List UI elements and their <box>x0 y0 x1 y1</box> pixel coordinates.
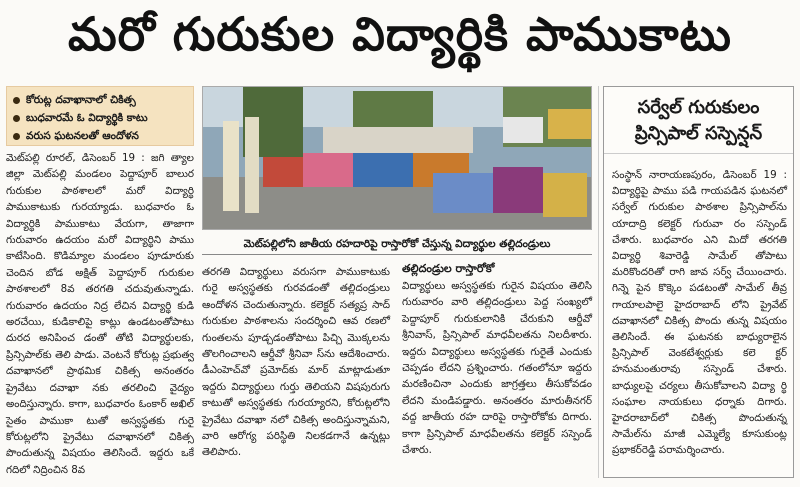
article-column-3: విద్యార్థులు అస్వస్థతకు గురైన విషయం తెలిసి గురువారం వారి తల్లిదండ్రులు పెద్ద సంఖ్యలో పెద్దాపూర్‌ గురుకులానికి చేరుకుని ఆర్డీవో శ్రీనివాస్‌, ప్రిన్సిపాల్‌ మాధవీలతను నిలదీశారు. ఇద్దరు విద్యార్థులు అస్వస్థతకు గురైతే ఎందుకు చెప్పడం లేదని ప్రశ్నించారు. గతంలోనూ ఇద్దరు మరణించినా ఎందుకు జాగ్రత్తలు తీసుకోవడం లేదని మండిపడ్డారు. అనంతరం మారుతీనగర్‌ వద్ద జాతీయ రహ దారిపై రాస్తారోకోకు దిగారు. కాగా ప్రిన్సిపాల్‌ మాధవీలతను కలెక్టర్‌ సస్పెండ్‌ చేశారు. <box>402 280 592 457</box>
highlights-box <box>6 86 194 146</box>
column-divider <box>598 86 599 478</box>
bullet-icon <box>13 97 20 104</box>
article-column-2: తరగతి విద్యార్థులు వరుసగా పాముకాటుకు గురై అస్వస్థతకు గురవడంతో తల్లిదండ్రులు ఆందోళన చెందుతున్నారు. కలెక్టర్‌ సత్యప్ర సాద్‌ గురుకుల పాఠశాలను సందర్శించి ఆవ రణలో గుంతలను పూడ్చడంతోపాటు పిచ్చి మొక్కలను తొలగించాలని ఆర్డీవో శ్రీనివా స్‌ను ఆదేశించారు. డీఎంహెచ్‌వో ప్రమోద్‌కు మార్‌ మాట్లాడుతూ ఇద్దరు విద్యార్థులు గుర్తు తెలియని విషపురుగు కాటుతో అస్వస్థతకు గురయ్యారని, కోరుట్లలోని ప్రైవేటు దవాఖా నలో చికిత్స అందిస్తున్నామని, వారి ఆరోగ్య పరిస్థితి నిలకడగానే ఉన్నట్లు తెలిపారు. <box>202 266 390 459</box>
photo-caption: మెట్‌పల్లిలోని జాతీయ రహదారిపై రాస్తారోకో చేస్తున్న విద్యార్థుల తల్లిదండ్రులు <box>202 234 592 255</box>
article-column-1: మెట్‌పల్లి రూరల్‌, డిసెంబర్‌ 19 : జగి త్యాల జిల్లా మెట్‌పల్లి మండలం పెద్దాపూర్‌ బాలుర గురుకుల పాఠశాలలో మరో విద్యార్థి పాముకాటుకు గురయ్యాడు. బుధవారం ఓ విద్యార్థికి పాముకాటు వేయగా, తాజాగా గురువారం ఉదయం మరో విద్యార్థిని పాము కాటేసింది. కొడిమ్యాల మండలం పూడూరుకు చెందిన బోడ అక్షిత్‌ పెద్దాపూర్‌ గురుకుల పాఠశాలలో 8వ తరగతి చదువుతున్నాడు. గురువారం ఉదయం నిద్ర లేచిన విద్యార్థి కుడి అరచేయి, కుడికాలిపై కాట్లు ఉండటంతోపాటు దురద అనిపించ డంతో తోటి విద్యార్థులకు, ప్రిన్సిపాల్‌కు తెలి పాడు. వెంటనే కోరుట్ల ప్రభుత్వ దవాఖానలో ప్రాథమిక చికిత్స అనంతరం ప్రైవేటు దవాఖా నకు తరలించి వైద్యం అందిస్తున్నారు. కాగా, బుధవారం ఓంకార్‌ అఖిల్‌ సైతం పాముకా టుతో అస్వస్థతకు గురై కోరుట్లలోని ప్రైవేటు దవాఖానలో చికిత్స పొందుతున్న విషయం తెలిసిందే. ఇద్దరు ఒకే గదిలో నిద్రించిన 8వ <box>6 152 194 476</box>
sidebar-headline: సర్వేల్‌ గురుకులం ప్రిన్సిపాల్‌ సస్పెన్షన్‌ <box>604 87 793 154</box>
highlight-item: కోరుట్ల దవాఖానాలో చికిత్స <box>13 91 187 109</box>
subheading: తల్లిదండ్రుల రాస్తారోకో <box>402 262 495 275</box>
headline: మరో గురుకుల విద్యార్థికి పాముకాటు <box>68 7 732 61</box>
highlight-item: వరుస ఘటనలతో ఆందోళన <box>13 127 187 145</box>
highlight-item: బుధవారమే ఓ విద్యార్థికి కాటు <box>13 109 187 127</box>
sidebar-body: సంస్థాన్‌ నారాయణపురం, డిసెంబర్‌ 19 : విద్యార్థిపై పాము పడి గాయపడిన ఘటనలో సర్వేల్‌ గురుకుల పాఠశాల ప్రిన్సిపాల్‌ను యాదాద్రి కలెక్టర్‌ గురువా రం సస్పెండ్‌ చేశారు. బుధవారం ఎని మిదో తరగతి విద్యార్థి శివారెడ్డి సామేల్‌ తోపాటు మరికొందరితో రాగి జావ సర్వ్‌ చేయించారు. గిన్నె పైన కొక్కెం పడటంతో సామేల్‌ తీవ్ర గాయాలపాలై హైదరాబాద్‌ లోని ప్రైవేట్‌ దవాఖానలో చికిత్స పొందు తున్న విషయం తెలిసిందే. ఈ ఘటనకు బాధ్యురాలైన ప్రిన్సిపాల్‌ వెంకటేశ్వర్లుకు కలె క్టర్‌ హనుమంతురావు సస్పెండ్‌ చేశారు. బాధ్యులపై చర్యలు తీసుకోవాలని విద్యా ర్థి సంఘాల నాయకులు ధర్నాకు దిగారు. హైదరాబాద్‌లో చికిత్స పొందుతున్న సామేల్‌ను మాజీ ఎమ్మెల్యే కూసుకుంట్ల ప్రభాకర్‌రెడ్డి పరామర్శించారు. <box>612 169 787 457</box>
news-photo <box>202 86 592 230</box>
bullet-icon <box>13 133 20 140</box>
protest-photo-illustration <box>203 87 592 230</box>
bullet-icon <box>13 115 20 122</box>
sidebar-story <box>603 86 794 478</box>
